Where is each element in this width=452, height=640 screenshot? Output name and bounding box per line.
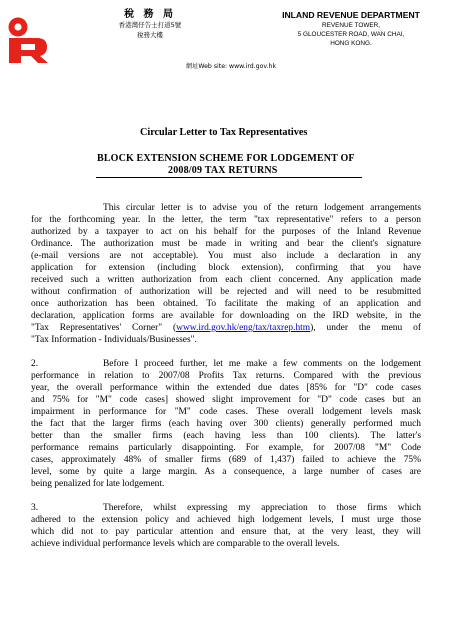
paragraph-2-line: and 75% for "M" code cases] showed slight improvement for "D" code cases but an <box>31 395 421 405</box>
tax-rep-corner-link[interactable]: www.ird.gov.hk/eng/tax/taxrep.htm <box>176 323 311 333</box>
paragraph-1-line: once authorization has been obtained. To facilitate the making of an application and <box>31 299 421 309</box>
paragraph-2-line: performance remains particularly disappointing. For example, for 2007/08 "M" Code <box>31 443 421 453</box>
paragraph-3-line: adhered to the extension policy and achieved high lodgement levels, I must urge those <box>31 515 421 525</box>
paragraph-1-line: authorized by a taxpayer to act on his behalf for the purposes of the Inland Revenue <box>31 227 421 237</box>
paragraph-2-line: Before I proceed further, let me make a few comments on the lodgement <box>103 359 421 369</box>
circular-title: Circular Letter to Tax Representatives <box>140 127 308 138</box>
paragraph-1-line: "Tax Information - Individuals/Businesses". <box>31 335 197 345</box>
paragraph-1-line: application for extension (including block extension), confirming that you have <box>31 263 421 273</box>
paragraph-2-line: year, the overall performance within the extended due dates [85% for "D" code cases <box>31 383 421 393</box>
english-address-line: HONG KONG. <box>330 40 372 47</box>
link-line-text: "Tax Representatives' Corner" ( <box>31 323 177 333</box>
website-line: 網址Web site: www.ird.gov.hk <box>186 63 277 70</box>
paragraph-1-line: received such a written authorization from each client concerned. Any application made <box>31 275 421 285</box>
paragraph-2-line: the fact that the larger firms (each having over 300 clients) generally performed much <box>31 419 421 429</box>
english-address-line: 5 GLOUCESTER ROAD, WAN CHAI, <box>297 31 405 38</box>
paragraph-1-line: declaration, application forms are available for downloading on the IRD website, in the <box>31 311 421 321</box>
paragraph-1-line: for the forthcoming year. In the letter, the term "tax representative" refers to a person <box>31 215 421 225</box>
link-line-text: ), under the menu of <box>310 323 421 333</box>
paragraph-1-line: without confirmation of authorization will be rejected and will need to be resubmitted <box>31 287 421 297</box>
chinese-address-line: 香港灣仔告士打道5號 <box>118 21 182 29</box>
paragraph-3-line: which did not to pay particular attention and ensure that, at the very least, they will <box>31 527 421 537</box>
scheme-title-line: BLOCK EXTENSION SCHEME FOR LODGEMENT OF <box>97 153 355 164</box>
paragraph-3-line: achieve individual performance levels which are comparable to the overall levels. <box>31 539 340 549</box>
paragraph-1-link-line <box>31 322 421 334</box>
paragraph-2-line: better than the smaller firms (each having less than 100 clients). The latter's <box>31 431 421 441</box>
paragraph-2-line: impairment in performance for "M" code cases. These overall lodgement levels mask <box>31 407 421 417</box>
paragraph-2-line: being penalized for late lodgement. <box>31 479 165 489</box>
english-address-line: REVENUE TOWER, <box>322 22 380 29</box>
english-department-name: INLAND REVENUE DEPARTMENT <box>282 10 420 20</box>
paragraph-1-line: Ordinance. The authorization must be made in writing and bear the client's signature <box>31 239 421 249</box>
chinese-address-line: 稅務大樓 <box>137 31 163 39</box>
scheme-title-line: 2008/09 TAX RETURNS <box>168 165 278 176</box>
paragraph-2-line: level, some by quite a large margin. As a consequence, a large number of cases are <box>31 467 421 477</box>
paragraph-2-number: 2. <box>31 359 39 369</box>
paragraph-1-line: (e-mail versions are not acceptable). You must also include a declaration in any <box>31 251 421 261</box>
ird-logo-icon <box>7 16 49 64</box>
paragraph-3-number: 3. <box>31 503 39 513</box>
paragraph-3-line: Therefore, whilst expressing my appreciation to those firms which <box>103 503 421 513</box>
paragraph-1-line: This circular letter is to advise you of the return lodgement arrangements <box>103 203 421 213</box>
chinese-department-name: 稅 務 局 <box>124 9 176 20</box>
paragraph-2-line: cases, approximately 48% of smaller firms (689 of 1,437) failed to achieve the 75% <box>31 455 421 465</box>
title-underline <box>96 177 362 178</box>
paragraph-2-line: performance in relation to 2007/08 Profits Tax returns. Compared with the previous <box>31 371 421 381</box>
